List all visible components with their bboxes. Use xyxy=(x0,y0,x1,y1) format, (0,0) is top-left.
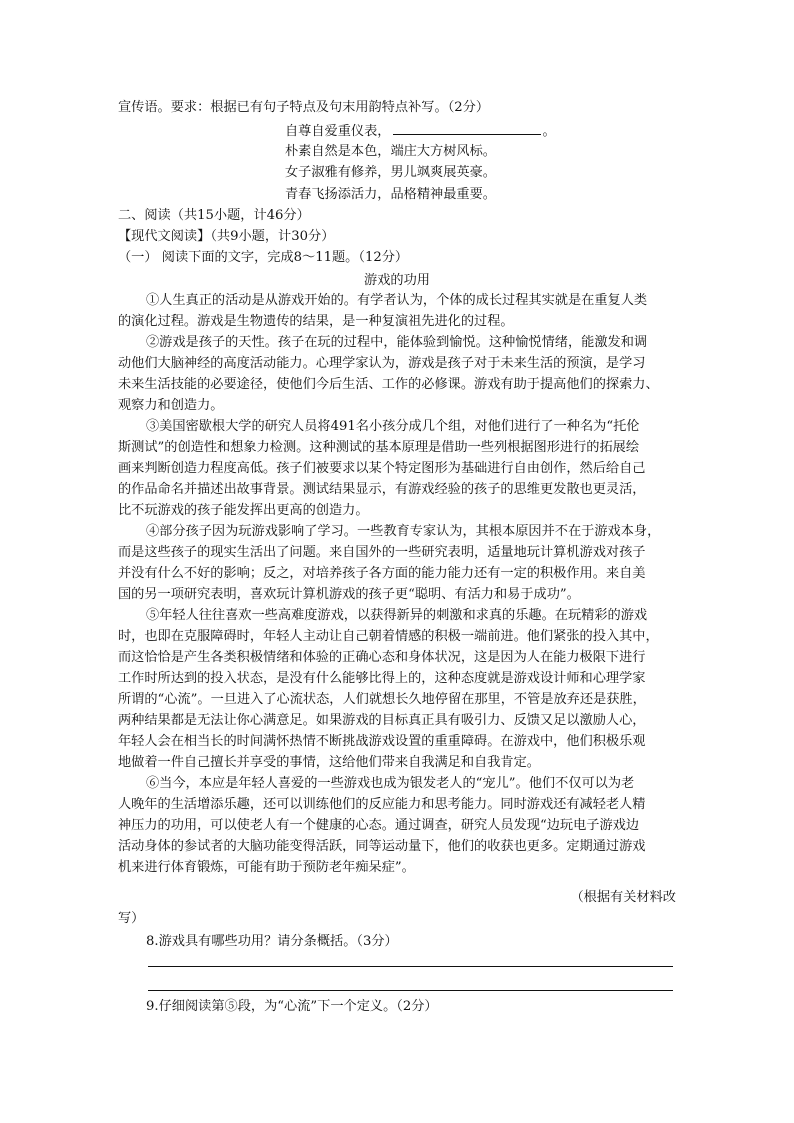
paragraph-line: 而是这些孩子的现实生活出了问题。来自国外的一些研究表明，适量地玩计算机游戏对孩子 xyxy=(118,545,646,560)
paragraph-line: 神压力的功用，可以使老人有一个健康的心态。通过调查，研究人员发现“边玩电子游戏边 xyxy=(118,818,640,833)
paragraph-line: 机来进行体育锻炼，可能有助于预防老年痴呆症”。 xyxy=(118,860,415,875)
paragraph-line: ④部分孩子因为玩游戏影响了学习。一些教育专家认为，其根本原因并不在于游戏本身， xyxy=(146,524,661,539)
paragraph-line: 国的另一项研究表明，喜欢玩计算机游戏的孩子更“聪明、有活力和易于成功”。 xyxy=(118,587,580,602)
paragraph-line: ②游戏是孩子的天性。孩子在玩的过程中，能体验到愉悦。这种愉悦情绪，能激发和调 xyxy=(146,335,648,350)
source-note: （根据有关材料改 xyxy=(570,890,676,905)
paragraph-line: 所谓的“心流”。一旦进入了心流状态，人们就想长久地停留在那里，不管是放弃还是获胜， xyxy=(118,692,646,707)
paragraph-line: 未来生活技能的必要途径，使他们今后生活、工作的必修课。游戏有助于提高他们的探索力、 xyxy=(118,377,659,392)
paragraph-line: 比不玩游戏的孩子能发挥出更高的创造力。 xyxy=(118,503,369,518)
paragraph-line: 活动身体的参试者的大脑功能变得活跃，同等运动量下，他们的收获也更多。定期通过游戏 xyxy=(118,839,646,854)
paragraph-line: 人晚年的生活增添乐趣，还可以训练他们的反应能力和思考能力。同时游戏还有减轻老人精 xyxy=(118,797,646,812)
poem-line-1-end: 。 xyxy=(542,124,556,139)
paragraph-line: 并没有什么不好的影响；反之，对培养孩子各方面的能力能力还有一定的积极作用。来自美 xyxy=(118,566,646,581)
paragraph-line: ⑥当今，本应是年轻人喜爱的一些游戏也成为银发老人的“宠儿”。他们不仅可以为老 xyxy=(146,776,635,791)
question-9: 9.仔细阅读第⑤段，为“心流”下一个定义。（2分） xyxy=(146,999,438,1014)
paragraph-line: 的演化过程。游戏是生物遗传的结果，是一种复演祖先进化的过程。 xyxy=(118,314,514,329)
paragraph-line: ⑤年轻人往往喜欢一些高难度游戏，以获得新异的刺激和求真的乐趣。在玩精彩的游戏 xyxy=(146,608,648,623)
paragraph-line: 工作时所达到的投入状态，是没有什么能够比得上的，这种态度就是游戏设计师和心理学家 xyxy=(118,671,646,686)
paragraph-line: 观察力和创造力。 xyxy=(118,398,224,413)
paragraph-line: 而这恰恰是产生各类积极情绪和体验的正确心态和身体状况，这是因为人在能力极限下进行 xyxy=(118,650,646,665)
answer-line[interactable] xyxy=(148,966,673,967)
poem-line-3: 女子淑雅有修养，男儿飒爽展英豪。 xyxy=(285,165,496,180)
poem-line-1-text: 自尊自爱重仪表， xyxy=(285,124,391,139)
paragraph-line: 斯测试”的创造性和想象力检测。这种测试的基本原理是借助一些列根据图形进行的拓展绘 xyxy=(118,440,640,455)
paragraph-line: 地做着一件自己擅长并享受的事情，这给他们带来自我满足和自我肯定。 xyxy=(118,755,540,770)
poem-line-4: 青春飞扬添活力，品格精神最重要。 xyxy=(285,187,496,202)
poem-line-2: 朴素自然是本色，端庄大方树风标。 xyxy=(285,144,496,159)
intro-instruction: 宣传语。要求：根据已有句子特点及句末用韵特点补写。（2分） xyxy=(118,100,490,115)
paragraph-line: 时，也即在克服障碍时，年轻人主动让自己朝着情感的积极一端前进。他们紧张的投入其中， xyxy=(118,629,659,644)
paragraph-line: ①人生真正的活动是从游戏开始的。有学者认为，个体的成长过程其实就是在重复人类 xyxy=(146,293,648,308)
paragraph-line: 动他们大脑神经的高度活动能力。心理学家认为，游戏是孩子对于未来生活的预演，是学习 xyxy=(118,356,646,371)
poem-line-1 xyxy=(285,121,556,141)
paragraph-line: ③美国密歇根大学的研究人员将491名小孩分成几个组，对他们进行了一种名为“托伦 xyxy=(146,419,640,434)
source-note-end: 写） xyxy=(118,911,145,926)
question-8: 8.游戏具有哪些功用？请分条概括。（3分） xyxy=(146,934,398,949)
fill-blank[interactable] xyxy=(393,121,541,135)
article-title: 游戏的功用 xyxy=(364,273,430,288)
section-part1-heading: （一） 阅读下面的文字，完成8～11题。（12分） xyxy=(118,250,409,265)
paragraph-line: 画来判断创造力程度高低。孩子们被要求以某个特定图形为基础进行自由创作，然后给自己 xyxy=(118,461,646,476)
section-reading-heading: 二、阅读（共15小题，计46分） xyxy=(118,208,310,223)
answer-line[interactable] xyxy=(148,990,673,991)
paragraph-line: 的作品命名并描述出故事背景。测试结果显示，有游戏经验的孩子的思维更发散也更灵活， xyxy=(118,482,646,497)
section-modern-heading: 【现代文阅读】（共9小题，计30分） xyxy=(118,229,335,244)
paragraph-line: 年轻人会在相当长的时间满怀热情不断挑战游戏设置的重重障碍。在游戏中，他们积极乐观 xyxy=(118,734,646,749)
paragraph-line: 两种结果都是无法让你心满意足。如果游戏的目标真正具有吸引力、反馈又足以激励人心， xyxy=(118,713,646,728)
